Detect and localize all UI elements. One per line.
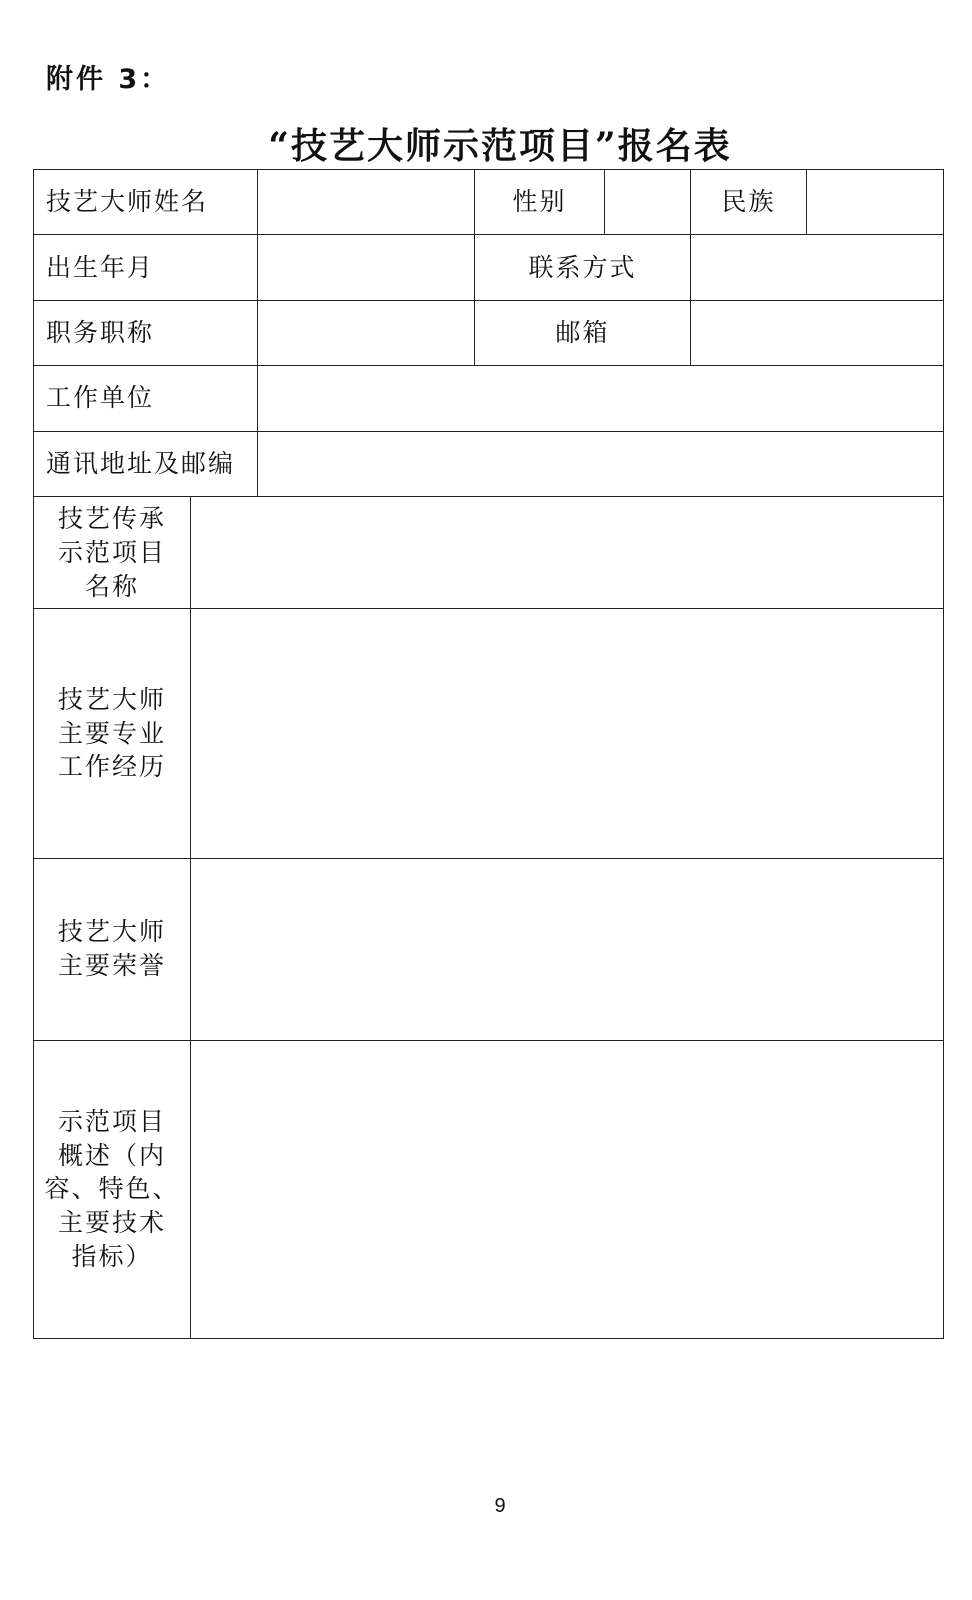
ethnicity-label: 民族: [691, 170, 807, 235]
project-name-field[interactable]: [191, 496, 944, 608]
experience-label-line: 主要专业: [57, 718, 166, 748]
position-label: 职务职称: [34, 300, 258, 365]
project-name-label-line: 示范项目: [57, 537, 166, 567]
experience-label: [34, 609, 191, 858]
row-employer: [34, 366, 944, 431]
page-number: 9: [494, 1495, 506, 1517]
birth-field[interactable]: [258, 235, 475, 300]
email-label: 邮箱: [475, 300, 691, 365]
honors-label-line: 主要荣誉: [57, 951, 166, 981]
honors-field[interactable]: [191, 858, 944, 1040]
form-title: “技艺大师示范项目”报名表: [268, 125, 732, 167]
gender-label: 性别: [475, 170, 605, 235]
contact-field[interactable]: [691, 235, 944, 300]
overview-label-line: 主要技术: [57, 1208, 166, 1238]
row-name-gender-ethnicity: [34, 170, 944, 235]
honors-label-line: 技艺大师: [57, 917, 166, 947]
honors-label: [34, 858, 191, 1040]
row-birth-contact: [34, 235, 944, 300]
row-honors: [34, 858, 944, 1040]
experience-label-line: 工作经历: [57, 752, 166, 782]
address-label: 通讯地址及邮编: [34, 431, 258, 496]
employer-field[interactable]: [258, 366, 944, 431]
overview-label: [34, 1040, 191, 1338]
experience-field[interactable]: [191, 609, 944, 858]
overview-label-line: 概述（内: [57, 1140, 166, 1170]
attachment-label: 附件 3：: [46, 64, 171, 95]
row-overview: [34, 1040, 944, 1338]
row-position-email: [34, 300, 944, 365]
master-name-field[interactable]: [258, 170, 475, 235]
overview-label-line: 指标）: [71, 1241, 153, 1271]
employer-label: 工作单位: [34, 366, 258, 431]
overview-label-line: 示范项目: [57, 1106, 166, 1136]
contact-label: 联系方式: [475, 235, 691, 300]
position-field[interactable]: [258, 300, 475, 365]
master-name-label: 技艺大师姓名: [34, 170, 258, 235]
project-name-label: [34, 496, 191, 608]
project-name-label-line: 技艺传承: [57, 504, 166, 534]
registration-form-table: [33, 169, 944, 1339]
birth-label: 出生年月: [34, 235, 258, 300]
row-project-name: [34, 496, 944, 608]
overview-label-line: 容、特色、: [44, 1174, 180, 1204]
project-name-label-line: 名称: [84, 571, 139, 601]
row-experience: [34, 609, 944, 858]
overview-field[interactable]: [191, 1040, 944, 1338]
ethnicity-field[interactable]: [807, 170, 944, 235]
gender-field[interactable]: [605, 170, 691, 235]
row-address: [34, 431, 944, 496]
address-field[interactable]: [258, 431, 944, 496]
email-field[interactable]: [691, 300, 944, 365]
experience-label-line: 技艺大师: [57, 684, 166, 714]
